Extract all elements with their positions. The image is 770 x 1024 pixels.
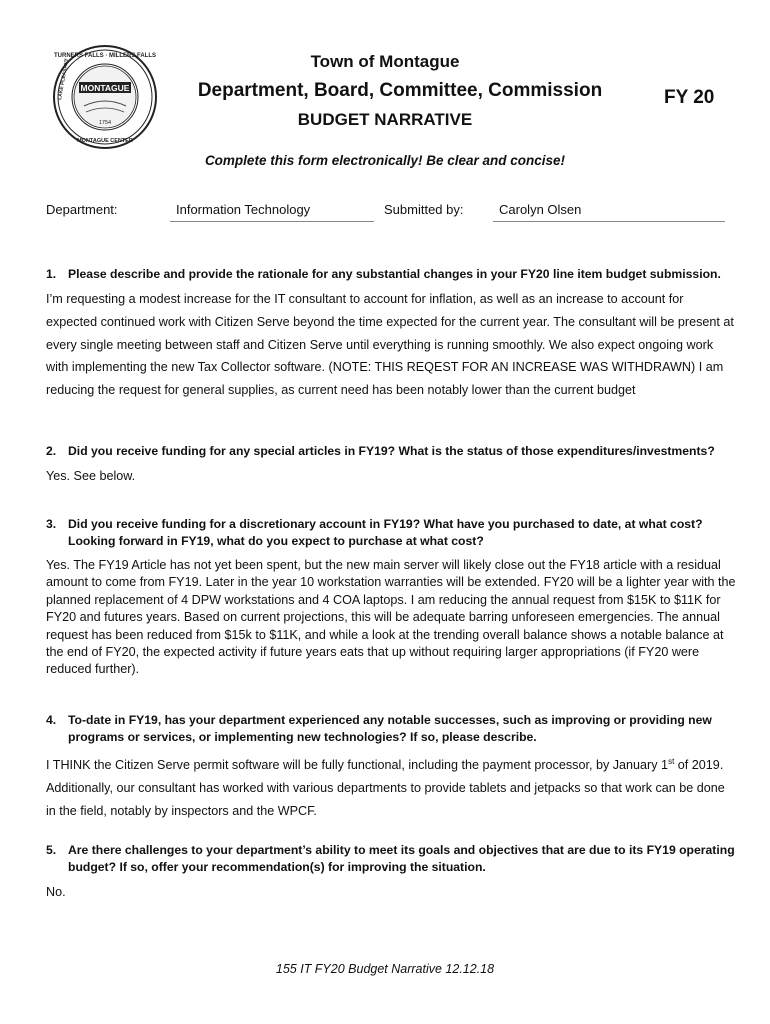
question-text: Please describe and provide the rationale for any substantial changes in your FY20 line item budget submission. — [68, 267, 721, 281]
answer-5: No. — [46, 885, 66, 899]
question-text: Did you receive funding for any special articles in FY19? What is the status of those expenditures/investments? — [68, 444, 715, 458]
department-label: Department: — [46, 202, 118, 217]
answer-4 — [46, 751, 736, 823]
seal-side-text: LAKE PLEASANT — [57, 57, 71, 101]
seal-center-text: MONTAGUE — [80, 83, 130, 93]
seal-year: 1754 — [98, 120, 112, 126]
town-name: Town of Montague — [310, 52, 460, 71]
form-title: Department, Board, Committee, Commission — [197, 80, 603, 101]
question-number: 2. — [46, 444, 57, 458]
question-5 — [46, 842, 736, 876]
answer-4-text-1: I THINK the Citizen Serve permit software will be fully functional, including the payment processor, by January 1 — [46, 758, 669, 773]
answer-3: Yes. The FY19 Article has not yet been spent, but the new main server will likely close out the FY18 article with a residual amount to come from FY19. Later in the year 10 workstation warranties will be extended. FY20 will be a lighter year with the planned replacement of 4 DPW workstations and 4 COA laptops. I am reducing the annual request from $15K to $11K for FY20 and futures years. Based on current projections, this will be adequate barring unforeseen emergencies. The annual request has been reduced from $15k to $11K, and while a look at the trending overall balance shows a notable balance at the end of FY20, the expected activity if future years eats that up without requiring larger appropriations (if FY20 were reduced further). — [46, 558, 736, 677]
question-2 — [46, 443, 736, 460]
question-1 — [46, 266, 736, 283]
answer-1: I’m requesting a modest increase for the IT consultant to account for inflation, as well as an increase to account for expected continued work with Citizen Serve beyond the time expected for the current year. The consultant will be present at every single meeting between staff and Citizen Serve until everything is running smoothly. We also expect ongoing work with implementing the new Tax Collector software. (NOTE: THIS REQEST FOR AN INCREASE WAS WITHDRAWN) I am reducing the request for general supplies, as current need has been notably lower than the current budget — [46, 292, 734, 398]
submitted-by-label: Submitted by: — [384, 202, 464, 217]
question-number: 3. — [46, 517, 57, 531]
question-text: Did you receive funding for a discretionary account in FY19? What have you purchased to date, at what cost? Looking forward in FY19, what do you expect to purchase at what cost? — [68, 517, 703, 548]
question-text: To-date in FY19, has your department experienced any notable successes, such as improving or providing new programs or services, or implementing new technologies? If so, please describe. — [68, 713, 712, 744]
question-number: 5. — [46, 843, 57, 857]
department-value: Information Technology — [170, 202, 374, 222]
question-4 — [46, 712, 736, 746]
question-number: 1. — [46, 267, 57, 281]
submitted-by-value: Carolyn Olsen — [493, 202, 725, 222]
answer-4-superscript: st — [668, 757, 675, 766]
form-subtitle: BUDGET NARRATIVE — [297, 110, 473, 129]
question-3 — [46, 516, 736, 550]
fiscal-year: FY 20 — [664, 87, 715, 108]
answer-4-text-2: of 2019. Additionally, our consultant has worked with various departments to provide tablets and jetpacks so that work can be done in the field, notably by inspectors and the WPCF. — [46, 758, 725, 818]
seal-bottom-text: MONTAGUE CENTER — [77, 138, 133, 144]
question-number: 4. — [46, 713, 57, 727]
form-instruction: Complete this form electronically! Be clear and concise! — [204, 153, 566, 168]
question-text: Are there challenges to your department’s ability to meet its goals and objectives that are due to its FY19 operating budget? If so, offer your recommendation(s) for improving the situation. — [68, 843, 735, 874]
answer-2: Yes. See below. — [46, 469, 136, 483]
seal-top-text: TURNERS FALLS · MILLERS FALLS — [54, 53, 156, 59]
page-footer: 155 IT FY20 Budget Narrative 12.12.18 — [275, 962, 495, 976]
